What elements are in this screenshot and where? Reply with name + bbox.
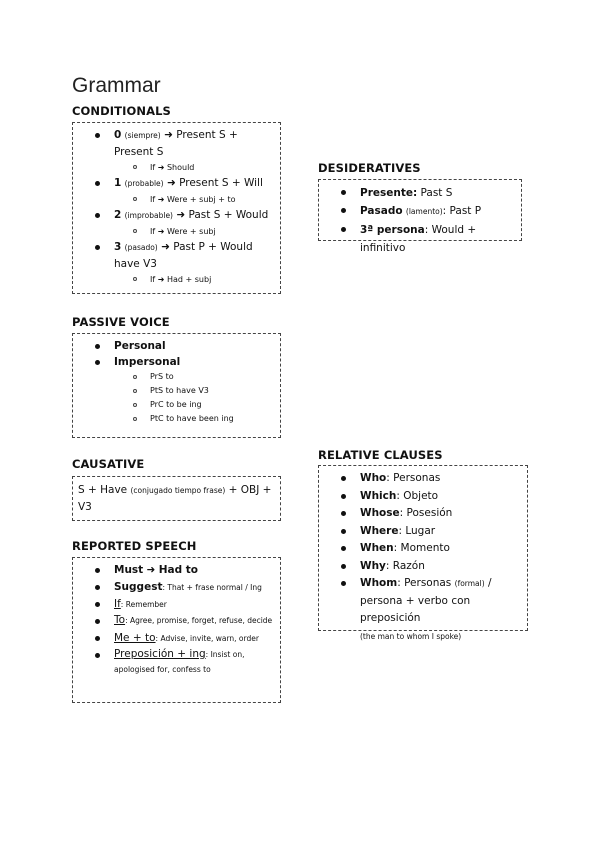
relative-where — [319, 523, 527, 541]
cond-2-num: 2 — [114, 209, 122, 221]
desid-pasado-note: (lamento) — [405, 207, 443, 216]
conditional-0 — [73, 127, 280, 160]
relative-heading: RELATIVE CLAUSES — [318, 448, 443, 462]
relative-who-label: Who — [360, 472, 387, 484]
cond-0-sub: If ➜ Should — [73, 160, 280, 175]
reported-me-label: Me + to — [114, 632, 156, 644]
desid-presente — [319, 184, 521, 202]
reported-to — [73, 613, 280, 628]
relative-whose-text: : Posesión — [399, 507, 453, 519]
relative-whom-label: Whom — [360, 577, 398, 589]
cond-0-num: 0 — [114, 129, 122, 141]
desideratives-box — [318, 179, 522, 254]
relative-box — [318, 465, 528, 641]
reported-if-label: If — [114, 598, 121, 610]
passive-heading: PASSIVE VOICE — [72, 315, 170, 329]
reported-me-text: : Advise, invite, warn, order — [155, 634, 259, 643]
arrow-icon: ➜ — [164, 129, 173, 141]
reported-to-label: To — [114, 614, 126, 626]
reported-suggest — [73, 579, 280, 596]
passive-personal — [73, 338, 280, 354]
conditional-3 — [73, 239, 280, 272]
cond-0-text: Present S + Present S — [114, 129, 238, 158]
cond-3-text: Past P + Would have V3 — [114, 241, 253, 270]
relative-when-text: : Momento — [393, 542, 450, 554]
reported-prep — [73, 647, 280, 677]
desid-pasado-label: Pasado — [360, 205, 403, 217]
relative-whom-text2: / persona + verbo con preposición — [360, 577, 492, 624]
passive-personal-label: Personal — [114, 340, 166, 352]
relative-why-label: Why — [360, 559, 386, 572]
relative-where-text: : Lugar — [398, 524, 436, 537]
relative-when-label: When — [360, 542, 394, 554]
page-title: Grammar — [72, 74, 161, 97]
desid-tercera-label: 3ª persona — [360, 224, 425, 236]
reported-heading: REPORTED SPEECH — [72, 539, 197, 553]
relative-whom-example: (the man to whom I spoke) — [360, 631, 462, 641]
reported-prep-text: : Insist on, apologised for, confess to — [114, 650, 245, 674]
relative-whom — [319, 575, 527, 645]
reported-must — [73, 562, 280, 579]
desid-presente-label: Presente: — [360, 187, 418, 199]
relative-why — [319, 558, 527, 576]
reported-suggest-text: : That + frase normal / Ing — [162, 583, 262, 592]
cond-3-sub: If ➜ Had + subj — [73, 272, 280, 287]
arrow-icon: ➜ — [146, 564, 156, 576]
relative-whose — [319, 505, 527, 523]
reported-to-text: : Agree, promise, forget, refuse, decide — [125, 616, 273, 625]
relative-which-text: : Objeto — [396, 489, 439, 502]
cond-3-note: (pasado) — [124, 243, 158, 252]
relative-which-label: Which — [360, 489, 397, 502]
cond-1-note: (probable) — [124, 179, 164, 188]
relative-whom-note: (formal) — [454, 579, 485, 588]
relative-whom-text: : Personas — [397, 577, 452, 589]
arrow-icon: ➜ — [176, 209, 186, 221]
reported-me — [73, 630, 280, 647]
relative-who-text: : Personas — [386, 472, 441, 484]
causative-box — [72, 476, 281, 521]
desid-pasado — [319, 202, 521, 221]
cond-2-text: Past S + Would — [188, 209, 269, 221]
relative-which — [319, 488, 527, 506]
conditionals-heading: CONDITIONALS — [72, 104, 171, 118]
relative-where-label: Where — [360, 524, 399, 537]
causative-note: (conjugado tiempo frase) — [130, 486, 226, 495]
desid-tercera — [319, 221, 521, 257]
passive-sub: PtS to have V3 — [73, 384, 280, 398]
desid-tercera-text: : Would + infinitivo — [360, 224, 477, 254]
relative-why-text: : Razón — [385, 559, 425, 572]
causative-heading: CAUSATIVE — [72, 457, 145, 471]
reported-if — [73, 596, 280, 613]
causative-a: S + Have — [78, 484, 128, 496]
cond-1-num: 1 — [114, 177, 122, 189]
cond-3-num: 3 — [114, 241, 122, 253]
passive-sub: PrC to be ing — [73, 398, 280, 412]
conditional-1 — [73, 175, 280, 192]
reported-if-text: : Remember — [120, 600, 167, 609]
cond-2-note: (improbable) — [124, 211, 173, 220]
desideratives-heading: DESIDERATIVES — [318, 161, 421, 175]
cond-2-sub: If ➜ Were + subj — [73, 224, 280, 239]
conditional-2 — [73, 207, 280, 224]
relative-who — [319, 470, 527, 488]
passive-sub: PrS to — [73, 370, 280, 384]
reported-must-label: Must — [114, 564, 144, 576]
cond-0-note: (siempre) — [124, 131, 161, 140]
passive-impersonal — [73, 354, 280, 370]
passive-impersonal-label: Impersonal — [114, 356, 181, 368]
reported-must-result: Had to — [158, 564, 198, 576]
cond-1-text: Present S + Will — [179, 177, 263, 189]
cond-1-sub: If ➜ Were + subj + to — [73, 192, 280, 207]
relative-whose-label: Whose — [360, 507, 400, 519]
relative-when — [319, 540, 527, 558]
desid-presente-text: Past S — [417, 187, 453, 199]
arrow-icon: ➜ — [166, 177, 176, 189]
reported-suggest-label: Suggest — [114, 581, 163, 593]
reported-prep-label: Preposición + ing — [114, 648, 206, 660]
arrow-icon: ➜ — [161, 241, 170, 253]
passive-sub: PtC to have been ing — [73, 412, 280, 426]
desid-pasado-text: : Past P — [442, 205, 482, 217]
conditionals-box — [72, 122, 281, 294]
passive-box — [72, 333, 281, 438]
reported-box — [72, 557, 281, 703]
causative-b: + OBJ + V3 — [78, 484, 272, 513]
